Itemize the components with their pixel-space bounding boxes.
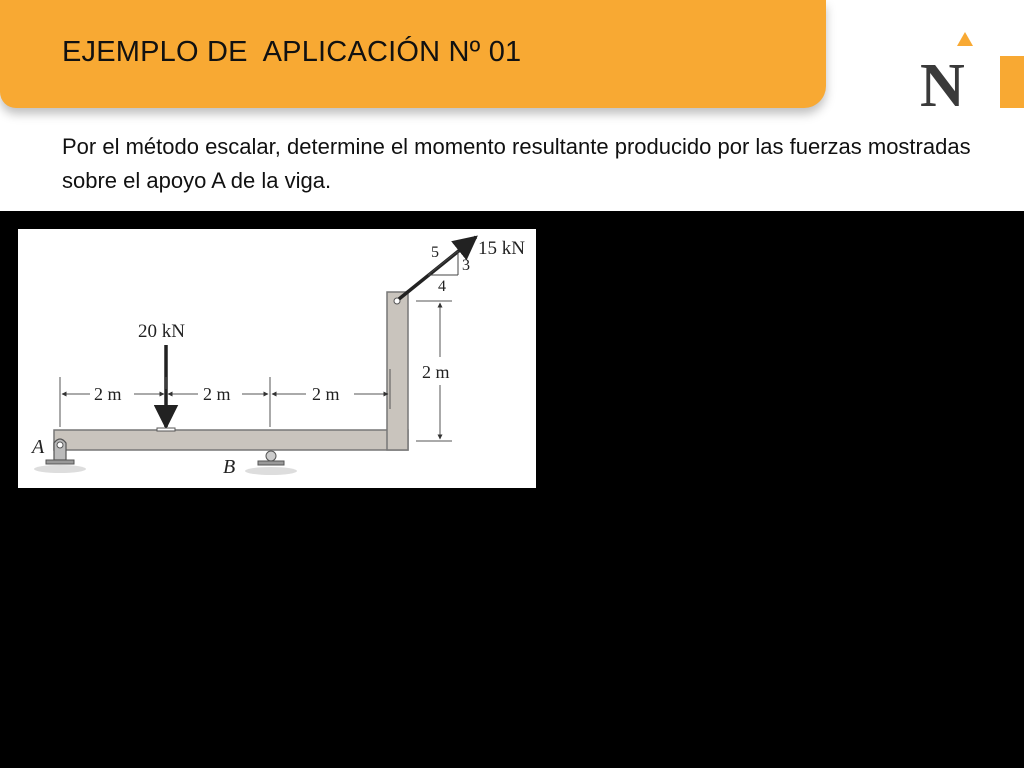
support-a-label: A: [32, 436, 45, 458]
slope-rise-label: 3: [462, 257, 470, 274]
beam-horizontal: [54, 430, 408, 450]
title-bar: [0, 0, 826, 108]
institution-logo: [918, 30, 978, 110]
beam-diagram: [18, 229, 536, 488]
force-1-label: 20 kN: [138, 321, 185, 342]
dimension-2-label: 2 m: [203, 384, 231, 404]
force-2-label: 15 kN: [478, 238, 525, 259]
dimension-1-label: 2 m: [94, 384, 122, 404]
slope-hypotenuse-label: 5: [431, 244, 439, 261]
logo-letter: N: [920, 52, 965, 110]
logo-arrow-icon: [957, 32, 973, 46]
force-1-pad: [157, 428, 175, 431]
problem-statement: Por el método escalar, determine el momento resultante producido por las fuerzas mostradas sobre el apoyo A de la viga.: [62, 134, 971, 193]
slope-run-label: 4: [438, 278, 446, 295]
support-b-roller: [245, 451, 297, 475]
support-b-label: B: [223, 456, 236, 478]
logo-accent-bar: [1000, 56, 1024, 108]
dimension-3-label: 2 m: [312, 384, 340, 404]
slide-title: EJEMPLO DE APLICACIÓN Nº 01: [62, 36, 522, 68]
dimension-vertical-label: 2 m: [422, 362, 450, 382]
